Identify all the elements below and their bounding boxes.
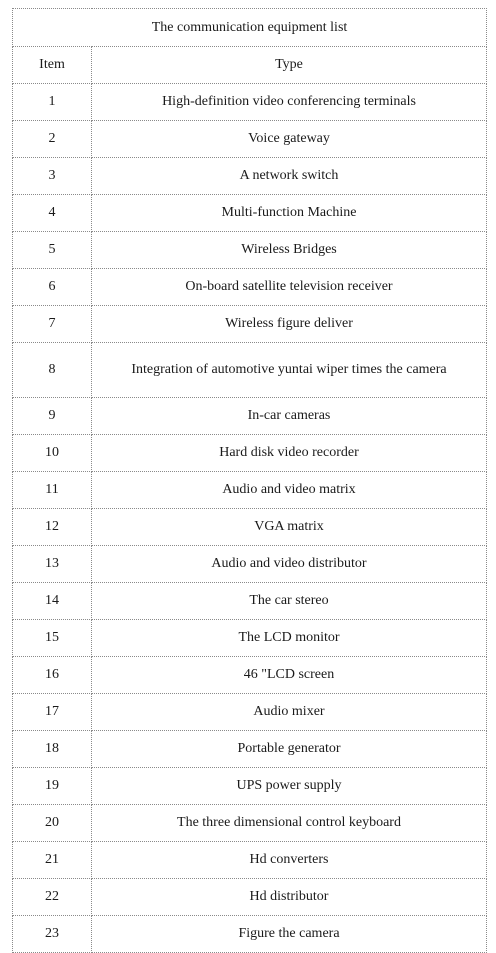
- table-row: [13, 657, 487, 694]
- equipment-table-container: [12, 8, 486, 953]
- table-row: [13, 805, 487, 842]
- equipment-type-cell: Integration of automotive yuntai wiper times the camera: [92, 343, 487, 398]
- column-header-type: Type: [92, 47, 487, 84]
- equipment-type-cell: Wireless Bridges: [92, 232, 487, 269]
- equipment-type-cell: A network switch: [92, 158, 487, 195]
- equipment-type-cell: Wireless figure deliver: [92, 306, 487, 343]
- equipment-type-cell: UPS power supply: [92, 768, 487, 805]
- table-row: [13, 269, 487, 306]
- equipment-type-cell: The LCD monitor: [92, 620, 487, 657]
- item-number-cell: 1: [13, 84, 92, 121]
- equipment-type-cell: VGA matrix: [92, 509, 487, 546]
- table-row: [13, 306, 487, 343]
- table-row: [13, 509, 487, 546]
- item-number-cell: 8: [13, 343, 92, 398]
- table-row: [13, 731, 487, 768]
- item-number-cell: 2: [13, 121, 92, 158]
- table-row: [13, 842, 487, 879]
- item-number-cell: 10: [13, 435, 92, 472]
- equipment-type-cell: 46 "LCD screen: [92, 657, 487, 694]
- table-row: [13, 620, 487, 657]
- table-row: [13, 768, 487, 805]
- equipment-type-cell: Figure the camera: [92, 916, 487, 953]
- equipment-type-cell: Audio mixer: [92, 694, 487, 731]
- item-number-cell: 7: [13, 306, 92, 343]
- equipment-type-cell: In-car cameras: [92, 398, 487, 435]
- item-number-cell: 9: [13, 398, 92, 435]
- equipment-type-cell: Hd distributor: [92, 879, 487, 916]
- table-row: [13, 232, 487, 269]
- equipment-type-cell: The three dimensional control keyboard: [92, 805, 487, 842]
- table-row: [13, 546, 487, 583]
- table-row: [13, 583, 487, 620]
- equipment-type-cell: On-board satellite television receiver: [92, 269, 487, 306]
- table-row: [13, 84, 487, 121]
- item-number-cell: 13: [13, 546, 92, 583]
- equipment-type-cell: Hard disk video recorder: [92, 435, 487, 472]
- table-row: [13, 879, 487, 916]
- item-number-cell: 16: [13, 657, 92, 694]
- table-row: [13, 472, 487, 509]
- equipment-type-cell: The car stereo: [92, 583, 487, 620]
- equipment-type-cell: Hd converters: [92, 842, 487, 879]
- table-row: [13, 398, 487, 435]
- table-caption: The communication equipment list: [13, 9, 487, 47]
- equipment-type-cell: Audio and video matrix: [92, 472, 487, 509]
- table-row: [13, 121, 487, 158]
- equipment-type-cell: Multi-function Machine: [92, 195, 487, 232]
- item-number-cell: 4: [13, 195, 92, 232]
- table-row: [13, 343, 487, 398]
- table-row: [13, 694, 487, 731]
- table-row: [13, 916, 487, 953]
- item-number-cell: 12: [13, 509, 92, 546]
- equipment-type-cell: High-definition video conferencing terminals: [92, 84, 487, 121]
- item-number-cell: 21: [13, 842, 92, 879]
- table-row: [13, 158, 487, 195]
- equipment-type-cell: Portable generator: [92, 731, 487, 768]
- item-number-cell: 19: [13, 768, 92, 805]
- column-header-item: Item: [13, 47, 92, 84]
- item-number-cell: 14: [13, 583, 92, 620]
- caption-row: [13, 9, 487, 47]
- item-number-cell: 22: [13, 879, 92, 916]
- item-number-cell: 11: [13, 472, 92, 509]
- equipment-type-cell: Audio and video distributor: [92, 546, 487, 583]
- item-number-cell: 20: [13, 805, 92, 842]
- table-row: [13, 195, 487, 232]
- item-number-cell: 17: [13, 694, 92, 731]
- item-number-cell: 5: [13, 232, 92, 269]
- table-row: [13, 435, 487, 472]
- item-number-cell: 23: [13, 916, 92, 953]
- header-row: [13, 47, 487, 84]
- equipment-table-body: [13, 9, 487, 953]
- item-number-cell: 3: [13, 158, 92, 195]
- item-number-cell: 6: [13, 269, 92, 306]
- item-number-cell: 18: [13, 731, 92, 768]
- equipment-type-cell: Voice gateway: [92, 121, 487, 158]
- item-number-cell: 15: [13, 620, 92, 657]
- equipment-table: [12, 8, 487, 953]
